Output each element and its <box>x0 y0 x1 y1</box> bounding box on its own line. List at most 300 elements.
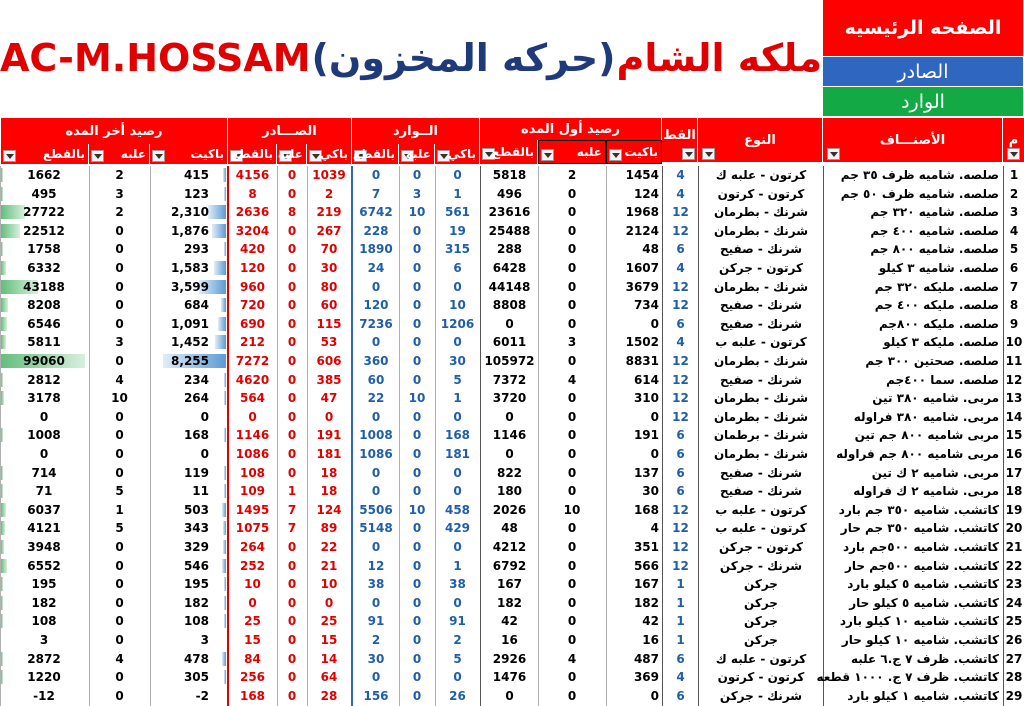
cell-last-pieces[interactable]: 182 <box>31 595 57 610</box>
cell-first-pack[interactable]: 1607 <box>625 261 659 275</box>
cell-pack-size[interactable]: 1 <box>676 595 685 610</box>
cell-issued-pieces[interactable]: 564 <box>239 391 266 406</box>
cell-last-box[interactable]: 0 <box>115 447 124 461</box>
cell-first-pack[interactable]: 4 <box>650 521 659 536</box>
filter-dropdown-last-box[interactable] <box>91 150 104 162</box>
cell-received-pieces[interactable]: 24 <box>367 261 385 275</box>
cell-item[interactable]: كاتشب. شاميه ١٠ كيلو حار <box>841 633 999 647</box>
cell-pack-size[interactable]: 12 <box>672 409 689 424</box>
cell-item[interactable]: مربى شاميه ٨٠٠ جم تين <box>854 428 999 443</box>
cell-received-box[interactable]: 0 <box>412 577 422 592</box>
cell-m[interactable]: 25 <box>1005 614 1023 629</box>
cell-received-pack[interactable]: 6 <box>453 261 462 275</box>
cell-last-pack[interactable]: -2 <box>195 688 209 703</box>
cell-first-pieces[interactable]: 0 <box>505 409 514 424</box>
cell-pack-size[interactable]: 4 <box>676 261 685 275</box>
cell-pack-size[interactable]: 6 <box>676 465 685 480</box>
cell-received-pieces[interactable]: 2 <box>371 633 381 647</box>
cell-first-box[interactable]: 0 <box>567 354 577 368</box>
cell-first-pack[interactable]: 30 <box>642 484 659 499</box>
cell-received-box[interactable]: 0 <box>412 484 422 499</box>
cell-first-pieces[interactable]: 2926 <box>492 651 527 666</box>
cell-issued-box[interactable]: 0 <box>287 633 297 647</box>
cell-received-pieces[interactable]: 5506 <box>359 502 393 517</box>
cell-received-box[interactable]: 0 <box>412 465 422 480</box>
cell-first-box[interactable]: 10 <box>563 502 581 517</box>
cell-last-pieces[interactable]: 495 <box>31 186 57 201</box>
cell-first-pieces[interactable]: 167 <box>496 577 523 592</box>
cell-first-pack[interactable]: 1454 <box>625 168 659 182</box>
cell-type[interactable]: كرتون - علبه ك <box>715 168 807 182</box>
cell-first-pieces[interactable]: 180 <box>496 484 523 499</box>
cell-issued-box[interactable]: 7 <box>287 521 297 536</box>
cell-item[interactable]: كاتشب. شاميه ٣٥٠ جم بارد <box>838 502 999 517</box>
cell-m[interactable]: 19 <box>1005 502 1023 517</box>
cell-m[interactable]: 21 <box>1005 540 1023 554</box>
cell-pack-size[interactable]: 12 <box>672 279 689 294</box>
cell-last-pack[interactable]: 478 <box>183 651 209 666</box>
cell-issued-pack[interactable]: 2 <box>324 186 334 201</box>
cell-first-pack[interactable]: 487 <box>633 651 659 666</box>
cell-last-pieces[interactable]: 6552 <box>27 558 61 573</box>
cell-m[interactable]: 18 <box>1005 484 1023 499</box>
cell-first-pack[interactable]: 168 <box>633 502 659 517</box>
cell-received-pack[interactable]: 0 <box>453 540 462 554</box>
cell-first-pieces[interactable]: 0 <box>505 447 514 461</box>
cell-issued-pack[interactable]: 181 <box>316 447 342 461</box>
cell-issued-box[interactable]: 0 <box>287 670 297 685</box>
cell-first-pack[interactable]: 124 <box>633 186 659 201</box>
cell-received-pack[interactable]: 0 <box>453 409 462 424</box>
cell-issued-pack[interactable]: 18 <box>320 484 338 499</box>
cell-received-box[interactable]: 0 <box>412 651 422 666</box>
cell-last-pack[interactable]: 168 <box>183 428 209 443</box>
cell-issued-pieces[interactable]: 252 <box>239 558 266 573</box>
cell-pack-size[interactable]: 6 <box>676 316 685 331</box>
cell-pack-size[interactable]: 12 <box>672 354 689 368</box>
cell-first-box[interactable]: 0 <box>567 409 577 424</box>
cell-issued-pieces[interactable]: 15 <box>244 633 261 647</box>
cell-issued-pieces[interactable]: 264 <box>239 540 266 554</box>
cell-m[interactable]: 2 <box>1009 186 1019 201</box>
cell-received-box[interactable]: 0 <box>412 354 422 368</box>
cell-issued-pack[interactable]: 191 <box>316 428 342 443</box>
cell-issued-pieces[interactable]: 120 <box>239 261 266 275</box>
cell-m[interactable]: 27 <box>1005 651 1023 666</box>
cell-issued-pieces[interactable]: 0 <box>248 595 257 610</box>
cell-item[interactable]: صلصه. شاميه ٣٢٠ جم <box>870 205 999 220</box>
cell-m[interactable]: 13 <box>1005 391 1023 406</box>
cell-last-pieces[interactable]: 1220 <box>27 670 61 685</box>
cell-received-box[interactable]: 0 <box>412 372 422 387</box>
cell-issued-pack[interactable]: 385 <box>316 372 342 387</box>
cell-m[interactable]: 16 <box>1005 447 1023 461</box>
cell-last-box[interactable]: 0 <box>115 633 124 647</box>
cell-received-pack[interactable]: 30 <box>449 354 466 368</box>
cell-received-pieces[interactable]: 7236 <box>359 316 393 331</box>
cell-issued-pieces[interactable]: 108 <box>239 465 266 480</box>
cell-first-pack[interactable]: 310 <box>633 391 659 406</box>
cell-issued-pieces[interactable]: 10 <box>244 577 261 592</box>
cell-type[interactable]: شرنك - بطرمان <box>713 223 809 238</box>
cell-issued-box[interactable]: 0 <box>287 186 297 201</box>
cell-item[interactable]: مربى. شاميه ٣٨٠ فراوله <box>853 409 999 424</box>
cell-first-pack[interactable]: 1968 <box>625 205 659 220</box>
cell-m[interactable]: 9 <box>1009 316 1019 331</box>
cell-type[interactable]: شرنك - جركن <box>719 688 803 703</box>
issued-button[interactable]: الصادر <box>823 57 1023 86</box>
filter-dropdown-last-pieces[interactable] <box>3 150 16 162</box>
cell-issued-pieces[interactable]: 0 <box>248 409 257 424</box>
cell-first-box[interactable]: 0 <box>567 670 577 685</box>
cell-received-pack[interactable]: 561 <box>444 205 471 220</box>
cell-last-pieces[interactable]: 5811 <box>27 335 61 350</box>
cell-m[interactable]: 5 <box>1009 242 1019 257</box>
cell-item[interactable]: صلصه. سما ٤٠٠جم <box>886 372 999 387</box>
cell-last-pack[interactable]: 123 <box>183 186 209 201</box>
cell-first-pieces[interactable]: 16 <box>501 633 518 647</box>
cell-issued-pieces[interactable]: 84 <box>244 651 261 666</box>
cell-received-pieces[interactable]: 0 <box>371 670 381 685</box>
cell-received-box[interactable]: 0 <box>412 428 422 443</box>
cell-received-pack[interactable]: 168 <box>444 428 471 443</box>
cell-item[interactable]: مربى. شاميه ٢ ك تين <box>871 465 999 480</box>
cell-received-pieces[interactable]: 360 <box>363 354 389 368</box>
cell-last-pack[interactable]: 2,310 <box>171 205 209 220</box>
cell-received-box[interactable]: 0 <box>412 223 422 238</box>
cell-issued-pack[interactable]: 47 <box>320 391 338 406</box>
cell-pack-size[interactable]: 6 <box>676 242 685 257</box>
cell-m[interactable]: 10 <box>1005 335 1023 350</box>
cell-item[interactable]: صلصه. شاميه ظرف ٣٥ جم <box>840 168 999 182</box>
cell-first-box[interactable]: 0 <box>567 261 577 275</box>
cell-type[interactable]: كرتون - كرتون <box>717 186 805 201</box>
cell-item[interactable]: كاتشب. ظرف ٧ ج.٦ علبه <box>850 651 999 666</box>
cell-first-pack[interactable]: 0 <box>650 409 659 424</box>
cell-item[interactable]: صلصه. مليكه ٣ كيلو <box>883 335 999 350</box>
cell-m[interactable]: 24 <box>1005 595 1023 610</box>
cell-received-pieces[interactable]: 12 <box>367 558 385 573</box>
cell-type[interactable]: شرنك - بطرمان <box>713 354 809 368</box>
cell-issued-box[interactable]: 0 <box>287 465 297 480</box>
cell-type[interactable]: جركن <box>744 577 778 592</box>
cell-received-box[interactable]: 0 <box>412 614 422 629</box>
cell-item[interactable]: صلصه. مليكه ٨٠٠جم <box>878 316 999 331</box>
cell-first-pack[interactable]: 734 <box>633 298 659 313</box>
cell-last-pack[interactable]: 195 <box>183 577 209 592</box>
cell-last-pieces[interactable]: 4121 <box>27 521 61 536</box>
cell-received-pack[interactable]: 19 <box>449 223 466 238</box>
cell-received-pack[interactable]: 0 <box>453 595 462 610</box>
cell-issued-pack[interactable]: 28 <box>320 688 338 703</box>
cell-received-pack[interactable]: 458 <box>444 502 471 517</box>
cell-first-pack[interactable]: 182 <box>633 595 659 610</box>
cell-first-box[interactable]: 0 <box>567 558 577 573</box>
filter-dropdown-first-box[interactable] <box>541 149 554 161</box>
cell-first-pieces[interactable]: 0 <box>505 316 514 331</box>
cell-item[interactable]: مربى. شاميه ٢ ك فراوله <box>853 484 999 499</box>
cell-first-pieces[interactable]: 48 <box>501 521 518 536</box>
cell-last-pieces[interactable]: 1758 <box>27 242 61 257</box>
cell-received-pack[interactable]: 429 <box>444 521 471 536</box>
cell-issued-box[interactable]: 0 <box>287 335 297 350</box>
cell-first-pieces[interactable]: 3720 <box>492 391 527 406</box>
cell-last-box[interactable]: 4 <box>115 372 124 387</box>
cell-first-box[interactable]: 0 <box>567 391 577 406</box>
cell-pack-size[interactable]: 1 <box>676 633 685 647</box>
filter-dropdown-m[interactable] <box>1007 148 1020 160</box>
cell-first-pieces[interactable]: 25488 <box>488 223 531 238</box>
cell-received-pieces[interactable]: 1890 <box>359 242 393 257</box>
filter-dropdown-tail[interactable] <box>682 148 695 160</box>
cell-last-pieces[interactable]: 3178 <box>27 391 61 406</box>
cell-last-pack[interactable]: 264 <box>183 391 209 406</box>
cell-issued-box[interactable]: 0 <box>287 354 297 368</box>
cell-pack-size[interactable]: 1 <box>676 577 685 592</box>
cell-item[interactable]: صلصه. مليكه ٣٢٠ جم <box>874 279 999 294</box>
cell-m[interactable]: 4 <box>1009 223 1019 238</box>
cell-first-pack[interactable]: 137 <box>633 465 659 480</box>
cell-issued-box[interactable]: 0 <box>287 223 297 238</box>
cell-issued-pieces[interactable]: 168 <box>239 688 266 703</box>
cell-received-pack[interactable]: 91 <box>449 614 466 629</box>
cell-issued-box[interactable]: 0 <box>287 688 297 703</box>
cell-received-box[interactable]: 0 <box>412 168 422 182</box>
cell-last-box[interactable]: 3 <box>115 335 124 350</box>
cell-issued-pieces[interactable]: 212 <box>239 335 266 350</box>
cell-type[interactable]: شرنك - صفيح <box>719 465 803 480</box>
cell-type[interactable]: شرنك - برطمان <box>713 428 809 443</box>
cell-last-pack[interactable]: 503 <box>183 502 209 517</box>
cell-last-box[interactable]: 0 <box>115 595 124 610</box>
cell-last-pack[interactable]: 1,583 <box>171 261 209 275</box>
cell-first-box[interactable]: 0 <box>567 279 577 294</box>
cell-issued-box[interactable]: 0 <box>287 279 297 294</box>
cell-first-box[interactable]: 0 <box>567 521 577 536</box>
cell-first-pack[interactable]: 8831 <box>625 354 659 368</box>
cell-received-pieces[interactable]: 156 <box>363 688 389 703</box>
cell-item[interactable]: صلصه. صحتين ٣٠٠ جم <box>865 354 999 368</box>
cell-pack-size[interactable]: 4 <box>676 335 685 350</box>
cell-last-box[interactable]: 0 <box>115 614 124 629</box>
cell-received-pieces[interactable]: 22 <box>367 391 385 406</box>
cell-received-box[interactable]: 0 <box>412 633 422 647</box>
cell-issued-box[interactable]: 0 <box>287 261 297 275</box>
cell-issued-box[interactable]: 0 <box>287 447 297 461</box>
cell-item[interactable]: صلصه. شاميه ٤٠٠ جم <box>870 223 999 238</box>
cell-first-box[interactable]: 0 <box>567 186 577 201</box>
cell-issued-box[interactable]: 0 <box>287 577 297 592</box>
cell-type[interactable]: شرنك - صفيح <box>719 316 803 331</box>
cell-first-pieces[interactable]: 6011 <box>492 335 527 350</box>
cell-item[interactable]: صلصه. مليكه ٤٠٠ جم <box>874 298 999 313</box>
cell-received-pieces[interactable]: 0 <box>371 540 381 554</box>
cell-first-pieces[interactable]: 822 <box>496 465 523 480</box>
cell-item[interactable]: كاتشب. شاميه ٥٠٠جم بارد <box>842 540 999 554</box>
cell-last-box[interactable]: 0 <box>115 354 124 368</box>
cell-received-box[interactable]: 10 <box>408 205 426 220</box>
cell-first-pack[interactable]: 0 <box>650 688 659 703</box>
cell-item[interactable]: كاتشب. شاميه ٥ كيلو حار <box>849 595 999 610</box>
cell-type[interactable]: شرنك - بطرمان <box>713 279 809 294</box>
cell-received-box[interactable]: 0 <box>412 447 422 461</box>
cell-first-box[interactable]: 0 <box>567 688 577 703</box>
cell-last-pack[interactable]: 0 <box>200 447 209 461</box>
cell-item[interactable]: كاتشب. شاميه ١٠ كيلو بارد <box>839 614 999 629</box>
cell-last-pack[interactable]: 415 <box>183 168 209 182</box>
cell-issued-pieces[interactable]: 109 <box>239 484 266 499</box>
cell-first-pack[interactable]: 48 <box>642 242 659 257</box>
cell-issued-pack[interactable]: 10 <box>320 577 338 592</box>
cell-type[interactable]: شرنك - بطرمان <box>713 391 809 406</box>
cell-item[interactable]: كاتشب. ظرف ٧ ج. ١٠٠٠ قطعه <box>816 670 999 685</box>
cell-last-pieces[interactable]: 3 <box>39 633 49 647</box>
cell-first-pieces[interactable]: 182 <box>496 595 523 610</box>
cell-last-pack[interactable]: 3 <box>200 633 209 647</box>
cell-issued-box[interactable]: 0 <box>287 372 297 387</box>
cell-last-box[interactable]: 0 <box>115 298 124 313</box>
cell-last-box[interactable]: 1 <box>115 502 124 517</box>
cell-first-pack[interactable]: 167 <box>633 577 659 592</box>
cell-issued-pack[interactable]: 14 <box>320 651 338 666</box>
cell-first-box[interactable]: 0 <box>567 298 577 313</box>
cell-item[interactable]: كاتشب. شاميه ١ كيلو بارد <box>847 688 999 703</box>
cell-type[interactable]: كرتون - كرتون <box>717 670 805 685</box>
cell-issued-pieces[interactable]: 1075 <box>235 521 270 536</box>
cell-first-pieces[interactable]: 7372 <box>492 372 527 387</box>
cell-pack-size[interactable]: 6 <box>676 428 685 443</box>
cell-first-pieces[interactable]: 42 <box>501 614 518 629</box>
cell-received-box[interactable]: 0 <box>412 316 422 331</box>
cell-type[interactable]: كرتون - علبه ك <box>715 651 807 666</box>
cell-item[interactable]: مربى. شاميه ٣٨٠ تين <box>872 391 999 406</box>
cell-first-box[interactable]: 0 <box>567 447 577 461</box>
cell-last-pack[interactable]: 1,452 <box>171 335 209 350</box>
cell-m[interactable]: 7 <box>1009 279 1019 294</box>
cell-issued-box[interactable]: 0 <box>287 651 297 666</box>
cell-last-pack[interactable]: 182 <box>183 595 209 610</box>
cell-received-pieces[interactable]: 228 <box>363 223 389 238</box>
cell-received-box[interactable]: 3 <box>412 186 422 201</box>
cell-last-pieces[interactable]: 0 <box>39 409 49 424</box>
cell-first-box[interactable]: 0 <box>567 633 577 647</box>
cell-type[interactable]: شرنك - صفيح <box>719 298 803 313</box>
cell-last-pieces[interactable]: 1008 <box>27 428 61 443</box>
cell-type[interactable]: شرنك - بطرمان <box>713 409 809 424</box>
cell-last-pieces[interactable]: 8208 <box>27 298 61 313</box>
cell-received-pieces[interactable]: 30 <box>367 651 385 666</box>
cell-first-pieces[interactable]: 8808 <box>492 298 527 313</box>
cell-received-pieces[interactable]: 6742 <box>359 205 393 220</box>
cell-issued-box[interactable]: 8 <box>287 205 297 220</box>
cell-issued-pack[interactable]: 18 <box>320 465 338 480</box>
cell-last-pack[interactable]: 293 <box>183 242 209 257</box>
cell-received-pack[interactable]: 181 <box>444 447 471 461</box>
cell-pack-size[interactable]: 12 <box>672 223 689 238</box>
cell-received-box[interactable]: 0 <box>412 540 422 554</box>
cell-received-pieces[interactable]: 60 <box>367 372 385 387</box>
cell-pack-size[interactable]: 12 <box>672 391 689 406</box>
cell-last-box[interactable]: 0 <box>115 223 124 238</box>
cell-first-pieces[interactable]: 23616 <box>488 205 531 220</box>
cell-received-pieces[interactable]: 1086 <box>359 447 393 461</box>
cell-last-pieces[interactable]: -12 <box>33 688 55 703</box>
cell-first-pack[interactable]: 0 <box>650 316 659 331</box>
cell-last-box[interactable]: 2 <box>115 168 124 182</box>
cell-issued-pieces[interactable]: 256 <box>239 670 266 685</box>
cell-first-box[interactable]: 0 <box>567 484 577 499</box>
cell-m[interactable]: 11 <box>1005 354 1023 368</box>
cell-received-pieces[interactable]: 38 <box>367 577 385 592</box>
cell-first-box[interactable]: 0 <box>567 223 577 238</box>
cell-received-pieces[interactable]: 0 <box>371 168 381 182</box>
cell-first-pieces[interactable]: 1476 <box>492 670 527 685</box>
cell-issued-box[interactable]: 1 <box>287 484 297 499</box>
cell-last-box[interactable]: 4 <box>115 651 124 666</box>
cell-received-pack[interactable]: 0 <box>453 465 462 480</box>
cell-issued-pack[interactable]: 124 <box>316 502 342 517</box>
cell-received-box[interactable]: 0 <box>412 242 422 257</box>
cell-first-pieces[interactable]: 44148 <box>488 279 531 294</box>
cell-first-box[interactable]: 0 <box>567 614 577 629</box>
cell-m[interactable]: 12 <box>1005 372 1023 387</box>
cell-item[interactable]: صلصه. شاميه ٣ كيلو <box>878 261 999 275</box>
cell-issued-box[interactable]: 0 <box>287 316 297 331</box>
cell-first-pack[interactable]: 2124 <box>625 223 659 238</box>
cell-item[interactable]: مربى شاميه ٨٠٠ جم فراوله <box>836 447 999 461</box>
cell-pack-size[interactable]: 6 <box>676 651 685 666</box>
cell-issued-pieces[interactable]: 1146 <box>235 428 270 443</box>
cell-item[interactable]: صلصه. شاميه ظرف ٥٠ جم <box>840 186 999 201</box>
cell-received-pieces[interactable]: 0 <box>371 484 381 499</box>
cell-first-pieces[interactable]: 496 <box>496 186 523 201</box>
cell-m[interactable]: 26 <box>1005 633 1023 647</box>
cell-issued-box[interactable]: 0 <box>287 558 297 573</box>
cell-last-pieces[interactable]: 6037 <box>27 502 61 517</box>
cell-last-pack[interactable]: 234 <box>183 372 209 387</box>
cell-m[interactable]: 28 <box>1005 670 1023 685</box>
cell-issued-pack[interactable]: 22 <box>320 540 338 554</box>
cell-issued-box[interactable]: 0 <box>287 409 297 424</box>
cell-last-pack[interactable]: 329 <box>183 540 209 554</box>
filter-dropdown-type[interactable] <box>702 148 715 160</box>
cell-m[interactable]: 23 <box>1005 577 1023 592</box>
cell-issued-pack[interactable]: 60 <box>320 298 338 313</box>
cell-last-box[interactable]: 0 <box>115 577 124 592</box>
cell-last-pack[interactable]: 343 <box>183 521 209 536</box>
cell-item[interactable]: كاتشب. شاميه ٥٠٠جم حار <box>844 558 999 573</box>
cell-pack-size[interactable]: 4 <box>676 670 685 685</box>
cell-type[interactable]: شرنك - بطرمان <box>713 205 809 220</box>
cell-received-box[interactable]: 0 <box>412 279 422 294</box>
cell-first-pack[interactable]: 42 <box>642 614 659 629</box>
cell-last-pack[interactable]: 684 <box>183 298 209 313</box>
cell-received-box[interactable]: 0 <box>412 558 422 573</box>
cell-last-pieces[interactable]: 2812 <box>27 372 61 387</box>
cell-m[interactable]: 1 <box>1009 168 1019 182</box>
cell-received-pack[interactable]: 0 <box>453 335 462 350</box>
cell-last-pieces[interactable]: 0 <box>39 447 49 461</box>
cell-first-pieces[interactable]: 288 <box>496 242 523 257</box>
cell-last-pieces[interactable]: 195 <box>31 577 57 592</box>
cell-received-pack[interactable]: 0 <box>453 484 462 499</box>
cell-last-pack[interactable]: 1,091 <box>171 316 209 331</box>
cell-issued-pack[interactable]: 25 <box>320 614 338 629</box>
cell-last-box[interactable]: 10 <box>111 391 128 406</box>
cell-issued-pieces[interactable]: 420 <box>239 242 266 257</box>
cell-issued-pieces[interactable]: 3204 <box>235 223 270 238</box>
cell-last-box[interactable]: 3 <box>115 186 124 201</box>
